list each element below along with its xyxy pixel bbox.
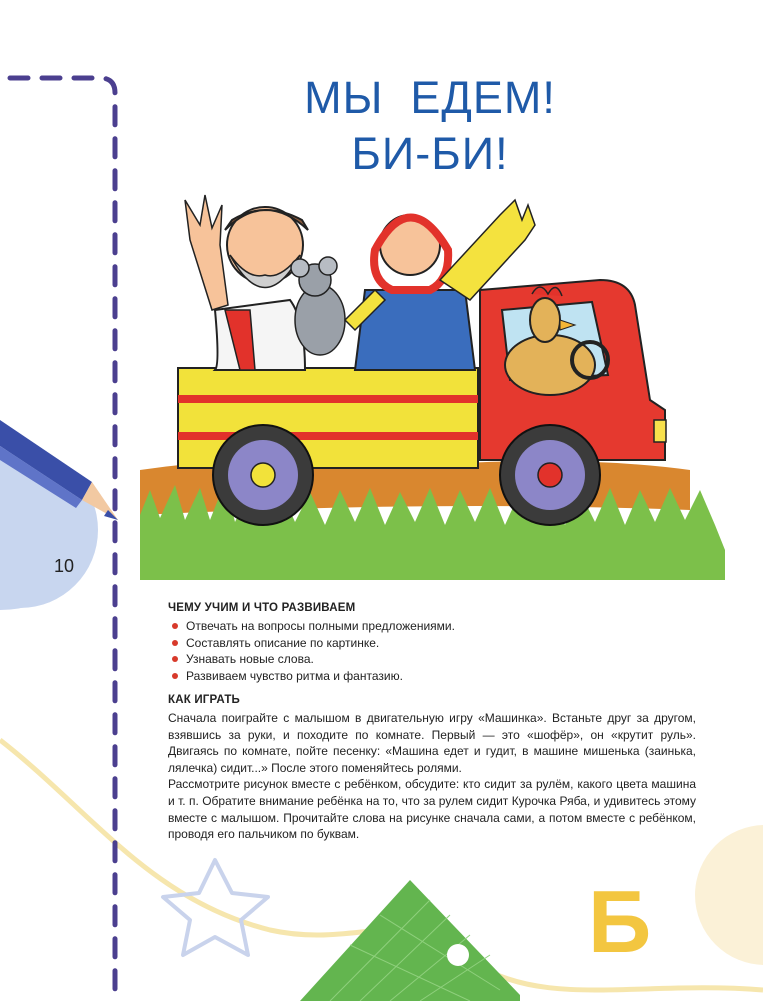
- star-icon: [163, 860, 268, 955]
- goals-list-item: [168, 651, 696, 668]
- decorative-letter: Б: [588, 872, 652, 971]
- bullet-icon: [172, 656, 178, 662]
- howto-heading: КАК ИГРАТЬ: [168, 694, 241, 706]
- goals-list-item: [168, 635, 696, 652]
- green-card-icon: [300, 880, 520, 1001]
- goals-heading: ЧЕМУ УЧИМ И ЧТО РАЗВИВАЕМ: [168, 602, 356, 614]
- goals-item-text: Узнавать новые слова.: [186, 652, 314, 666]
- bullet-icon: [172, 623, 178, 629]
- page-title: [230, 70, 630, 182]
- howto-paragraph-1: Сначала поиграйте с малышом в двигательную игру «Машинка». Встаньте друг за другом, взявшись за руки, и походите по комнате. Первый — это «шофёр», он «крутит руль». Двигаясь по комнате, пойте песенку: «Машина едет и гудит, в машине мишенька (заинька, лялечка) сидит...» После этого поменяйтесь ролями.: [168, 711, 696, 775]
- goals-item-text: Составлять описание по картинке.: [186, 635, 380, 650]
- truck-illustration: [130, 170, 730, 590]
- goals-list: [168, 618, 696, 684]
- goals-list-item: [168, 618, 696, 635]
- instructions-block: [168, 602, 696, 843]
- title-line-2: БИ-БИ!: [351, 128, 509, 179]
- bullet-icon: [172, 673, 178, 679]
- page-number: 10: [54, 556, 75, 576]
- bullet-icon: [172, 640, 178, 646]
- goals-item-text: Отвечать на вопросы полными предложениями.: [186, 619, 455, 633]
- goals-item-text: Развиваем чувство ритма и фантазию.: [186, 668, 403, 683]
- goals-list-item: [168, 668, 696, 685]
- title-line-1: МЫ ЕДЕМ!: [304, 72, 556, 123]
- right-pale-circle: [695, 825, 763, 965]
- howto-paragraph-2: Рассмотрите рисунок вместе с ребёнком, обсудите: кто сидит за рулём, какого цвета машина и т. п. Обратите внимание ребёнка на то, что за рулем сидит Курочка Ряба, и удивитесь этому вместе с малышом. Прочитайте слова на рисунке сначала сами, а потом вместе с ребёнком, проводя его пальчиком по буквам.: [168, 777, 696, 842]
